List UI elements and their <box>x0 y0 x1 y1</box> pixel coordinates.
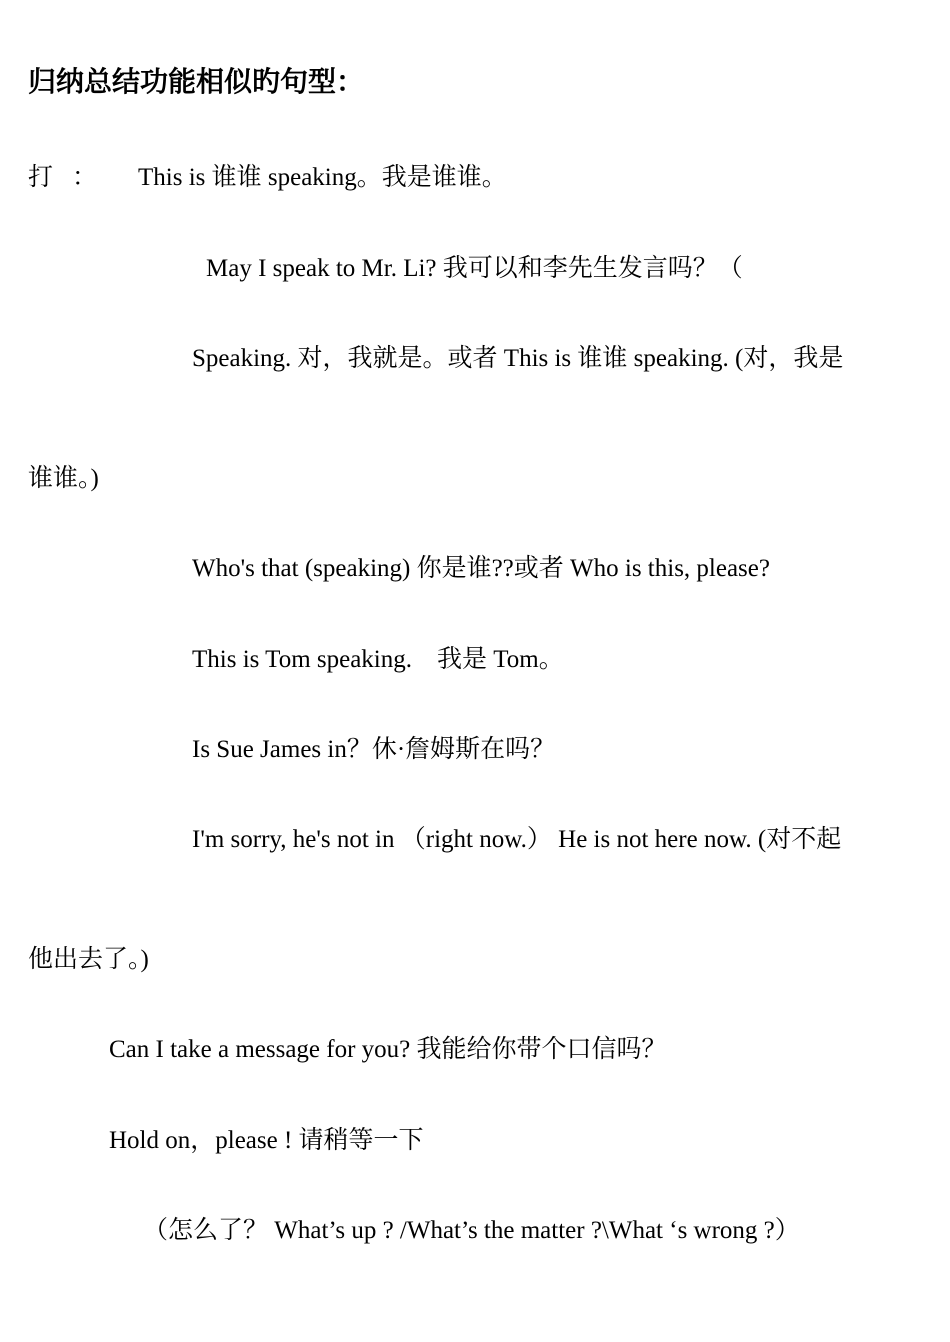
sentence-line-9: Hold on，please ! 请稍等一下 <box>109 1127 424 1154</box>
sentence-line-1: This is 谁谁 speaking。我是谁谁。 <box>138 164 507 191</box>
intro-colon: ： <box>72 164 98 191</box>
sentence-line-7: I'm sorry, he's not in （right now.） He is not here now. (对不起 <box>192 826 842 853</box>
sentence-line-5: This is Tom speaking. 我是 Tom。 <box>192 646 564 673</box>
sentence-line-3-continued: 谁谁。) <box>28 465 99 492</box>
sentence-line-10: （怎么了？ What’s up ? /What’s the matter ?\What ‘s wrong ?） <box>143 1217 800 1244</box>
sentence-line-6: Is Sue James in？休·詹姆斯在吗？ <box>192 736 556 763</box>
sentence-line-7-continued: 他出去了。) <box>28 946 149 973</box>
intro-label: 打 <box>28 164 54 191</box>
sentence-line-4: Who's that (speaking) 你是谁??或者 Who is this, please? <box>192 555 770 582</box>
page-title: 归纳总结功能相似旳句型： <box>28 65 365 98</box>
sentence-line-8: Can I take a message for you? 我能给你带个口信吗？ <box>109 1036 667 1063</box>
sentence-line-2: May I speak to Mr. Li? 我可以和李先生发言吗？（ <box>206 255 743 282</box>
sentence-line-3: Speaking. 对，我就是。或者 This is 谁谁 speaking. (对，我是 <box>192 345 844 372</box>
